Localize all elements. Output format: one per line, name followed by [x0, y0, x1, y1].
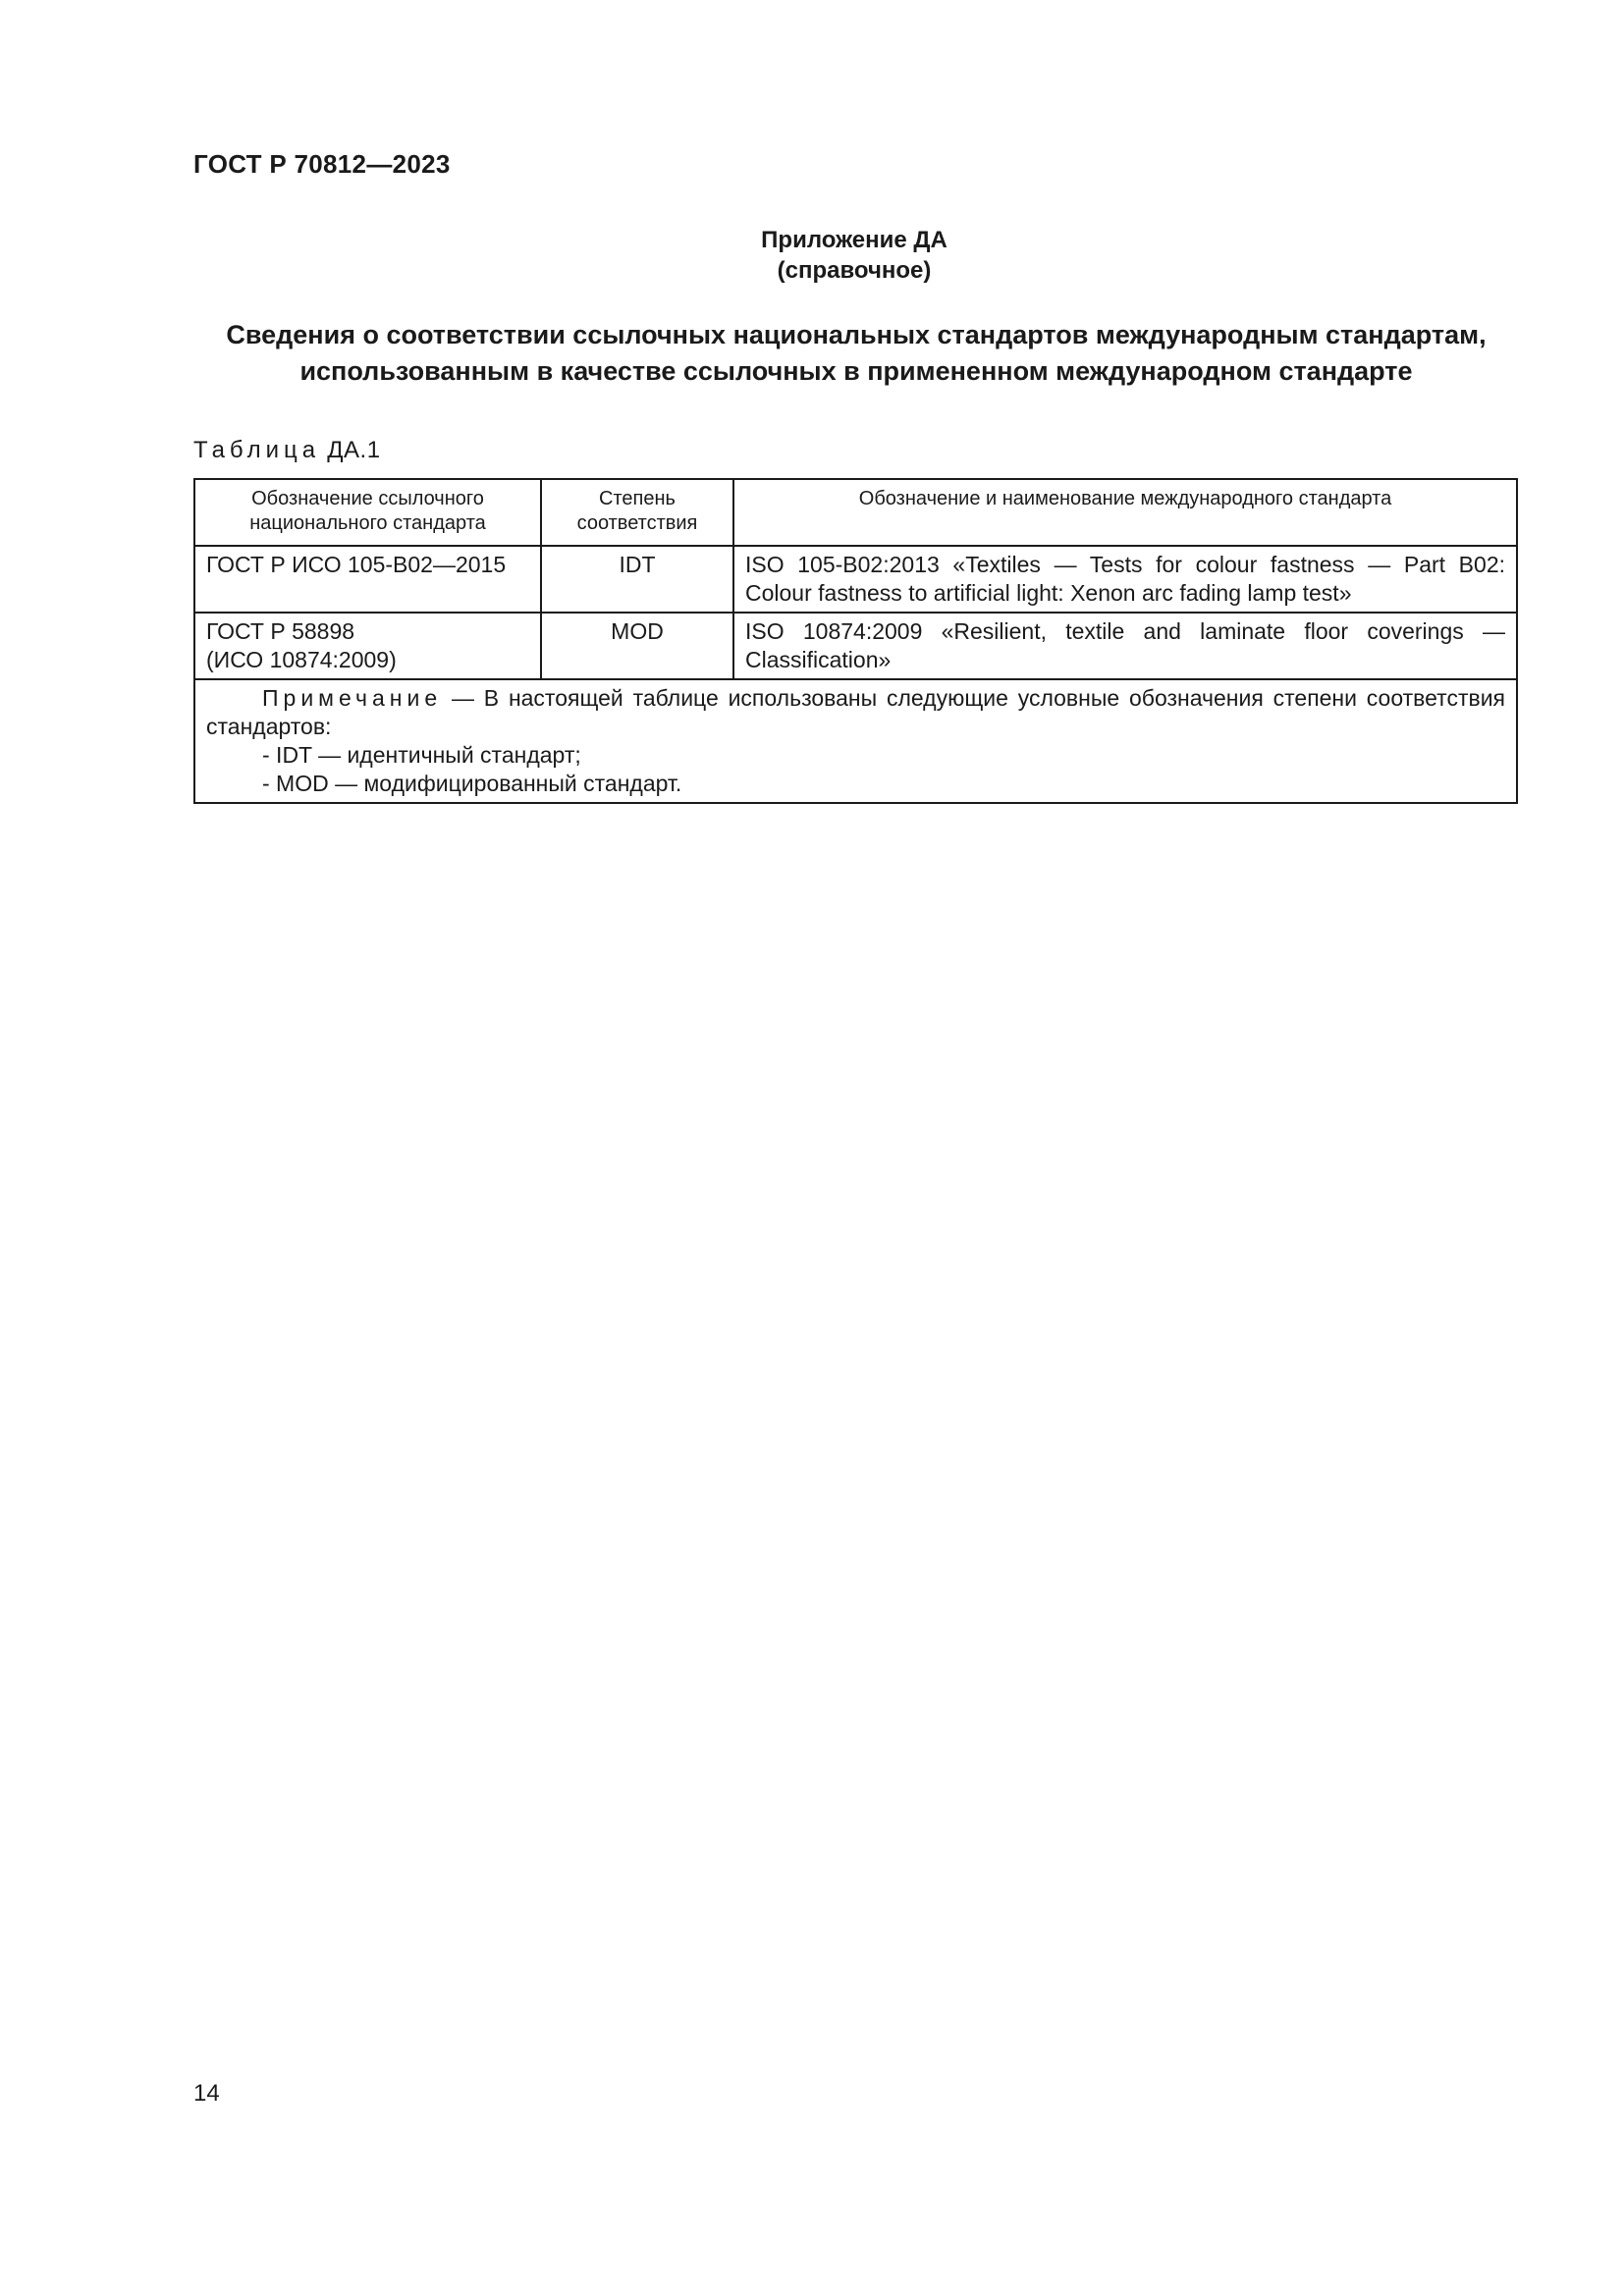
national-standard-line-1: ГОСТ Р ИСО 105-B02—2015 [206, 552, 507, 577]
annex-status: (справочное) [777, 257, 932, 284]
column-header-international [733, 479, 1517, 546]
column-header-degree-line-1: Степень [599, 488, 676, 509]
correspondence-table [193, 478, 1518, 804]
heading-line-2: использованным в качестве ссылочных в примененном международном стандарте [299, 356, 1413, 386]
national-standard-line-2: (ИСО 10874:2009) [206, 647, 397, 672]
table-caption-word: Таблица [193, 437, 321, 463]
column-header-national-line-1: Обозначение ссылочного [251, 488, 484, 509]
cell-international-standard: ISO 105-B02:2013 «Textiles — Tests for colour fastness — Part B02: Colour fastness to artificial light: Xenon arc fading lamp test» [733, 546, 1517, 613]
page-number: 14 [193, 2080, 220, 2107]
column-header-degree [541, 479, 733, 546]
table-row [194, 613, 1517, 679]
column-header-national [194, 479, 541, 546]
table-note [194, 679, 1517, 803]
cell-international-standard: ISO 10874:2009 «Resilient, textile and laminate floor coverings — Classification» [733, 613, 1517, 679]
national-standard-line-1: ГОСТ Р 58898 [206, 618, 355, 644]
section-heading [193, 317, 1519, 390]
annex-title: Приложение ДА [761, 227, 947, 253]
table-note-row [194, 679, 1517, 803]
cell-degree: IDT [541, 546, 733, 613]
column-header-degree-line-2: соответствия [576, 512, 698, 534]
table-row [194, 546, 1517, 613]
table-header-row [194, 479, 1517, 546]
note-text: — В настоящей таблице использованы следующие условные обозначения степени соответствия стандартов: [206, 685, 1505, 739]
annex-block [0, 225, 1624, 286]
document-code: ГОСТ Р 70812—2023 [193, 149, 451, 179]
note-item-idt: - IDT — идентичный стандарт; [262, 742, 581, 768]
column-header-international-line-1: Обозначение и наименование международного стандарта [858, 488, 1392, 509]
cell-national-standard [194, 613, 541, 679]
note-paragraph [206, 684, 1505, 741]
cell-degree: MOD [541, 613, 733, 679]
heading-line-1: Сведения о соответствии ссылочных национальных стандартов международным стандартам, [226, 320, 1487, 349]
table-caption [193, 437, 381, 464]
cell-national-standard [194, 546, 541, 613]
column-header-national-line-2: национального стандарта [249, 512, 486, 534]
note-item-mod: - MOD — модифицированный стандарт. [262, 771, 682, 796]
note-label: Примечание [262, 685, 443, 711]
table-caption-number: ДА.1 [327, 437, 381, 463]
